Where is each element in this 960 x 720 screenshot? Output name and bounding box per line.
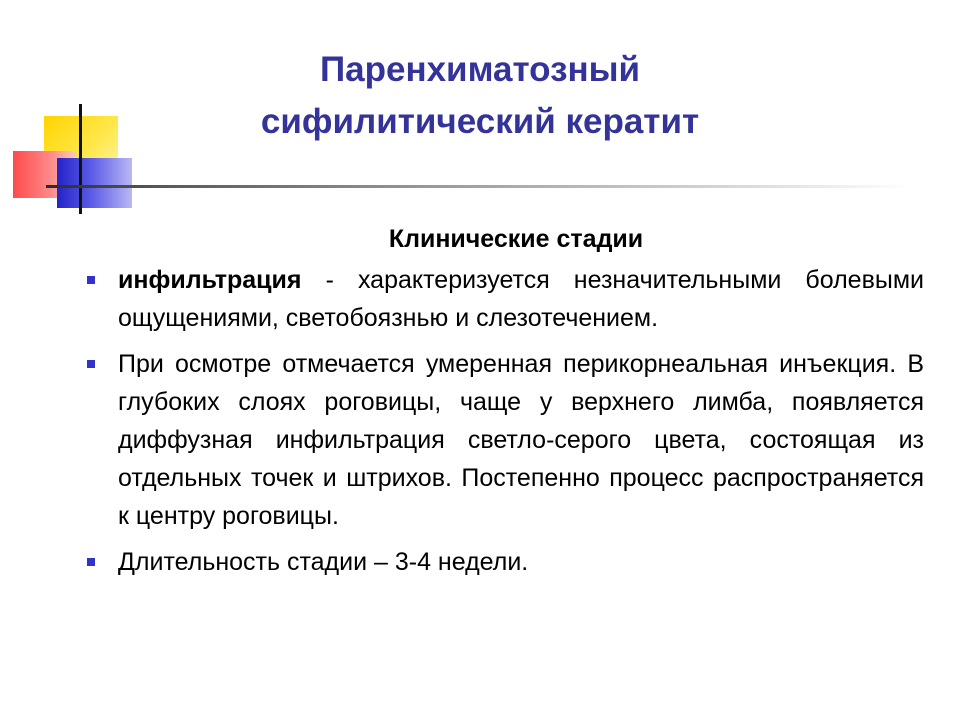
square-bullet-icon [87,276,95,284]
list-item-text: При осмотре отмечается умеренная перикорнеальная инъекция. В глубоких слоях роговицы, чаще у верхнего лимба, появляется диффузная инфильтрация светло-серого цвета, состоящая из отдельных точек и штрихов. Постепенно процесс распространяется к центру роговицы. [118,350,924,530]
list-item-text: - характеризуется незначительными болевыми ощущениями, светобоязнью и слезотечением. [118,266,924,332]
square-bullet-icon [87,558,95,566]
decor-vertical-line [79,104,82,214]
square-bullet-icon [87,360,95,368]
list-item [86,543,924,581]
slide-title-line-2: сифилитический кератит [260,102,700,141]
slide-title-line-1: Паренхиматозный [319,50,641,89]
slide-subtitle: Клинические стадии [388,225,644,253]
bullet-list [86,261,924,581]
list-item [86,261,924,337]
list-item [86,345,924,535]
list-item-term: инфильтрация [118,266,302,294]
decor-blue-square [57,158,132,208]
slide-title [200,44,760,148]
slide-body [86,221,924,589]
title-divider-line [46,185,910,188]
list-item-text: Длительность стадии – 3-4 недели. [118,548,529,576]
